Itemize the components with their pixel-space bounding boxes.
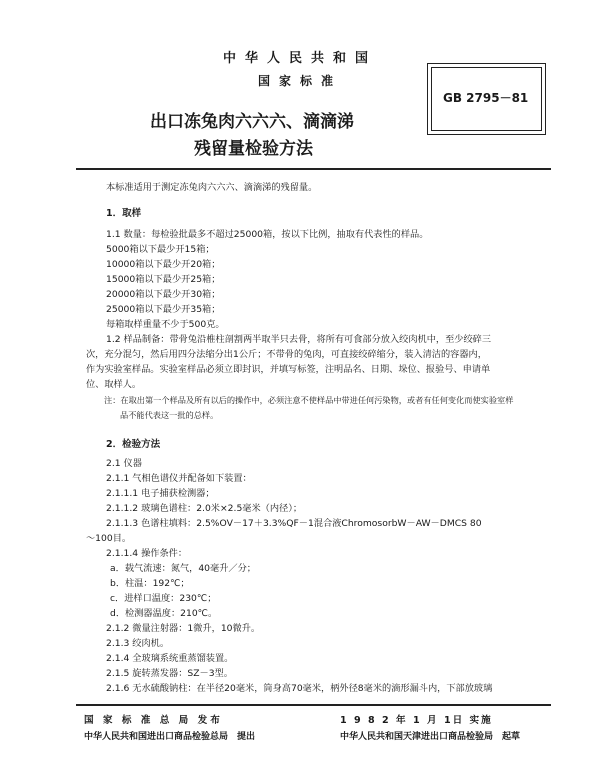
clause-2-1-6: 2.1.6 无水硫酸钠柱：在半径20毫米，筒身高70毫米，柄外径8毫米的滴形漏斗内，下部放玻璃 [106,683,493,694]
header-rule [76,168,551,170]
condition-d: d．检测器温度：210℃。 [110,608,218,619]
clause-2-1-1-3-line1: 2.1.1.3 色谱柱填料：2.5%OV－17＋3.3%QF－1混合液ChromosorbW－AW－DMCS 80 [106,518,482,529]
sampling-rate-25000: 25000箱以下最少开35箱； [106,304,221,315]
sampling-rate-10000: 10000箱以下最少开20箱； [106,259,221,270]
clause-1-2-line3: 作为实验室样品。实验室样品必须立即封识，并填写标签，注明品名、日期、垛位、报验号、申请单 [86,364,491,375]
clause-2-1-1-3-line2: ～100目。 [86,533,132,544]
clause-1-2-line2: 次，充分混匀，然后用四分法缩分出1公斤；不带骨的兔肉，可直接绞碎缩分，装入清洁的容器内， [86,349,487,360]
condition-a: a．载气流速：氮气，40毫升／分； [110,563,256,574]
clause-2-1-1-4: 2.1.1.4 操作条件： [106,548,188,559]
footer-drafter: 中华人民共和国天津进出口商品检验局 起草 [340,732,521,742]
clause-2-1-1-1: 2.1.1.1 电子捕获检测器； [106,488,215,499]
section-1-heading: 1．取样 [106,208,142,219]
sampling-rate-20000: 20000箱以下最少开30箱； [106,289,221,300]
clause-2-1: 2.1 仪器 [106,458,142,469]
clause-1-2-line1: 1.2 样品制备：带骨兔沿椎柱剖割两半取半只去骨，将所有可食部分放入绞肉机中，至少绞碎三 [106,334,492,345]
footer-effective-date: 1 9 8 2 年 1 月 1日 实施 [340,715,493,726]
condition-c: c．进样口温度：230℃； [110,593,217,604]
standard-code: GB 2795－81 [443,91,529,105]
clause-1-1: 1.1 数量：每检验批最多不超过25000箱，按以下比例，抽取有代表性的样品。 [106,229,429,240]
intro-text: 本标准适用于测定冻兔肉六六六、滴滴涕的残留量。 [106,182,318,193]
document-title-line2: 残留量检验方法 [194,139,313,159]
clause-2-1-3: 2.1.3 绞肉机。 [106,638,170,649]
note-line1: 注：在取出第一个样品及所有以后的操作中，必须注意不使样品中带进任何污染物，或者有任何变化而使实验室样 [104,395,514,405]
clause-2-1-4: 2.1.4 全玻璃系统重蒸馏装置。 [106,653,234,664]
footer-issuer: 国 家 标 准 总 局 发布 [84,715,223,726]
clause-2-1-1-2: 2.1.1.2 玻璃色谱柱：2.0米×2.5毫米（内径）； [106,503,303,514]
clause-2-1-5: 2.1.5 旋转蒸发器：SZ－3型。 [106,668,233,679]
note-line2: 品不能代表这一批的总样。 [120,410,219,420]
standard-type: 国家标准 [257,74,342,88]
condition-b: b．柱温：192℃； [110,578,190,589]
clause-2-1-1: 2.1.1 气相色谱仪并配备如下装置： [106,473,252,484]
section-2-heading: 2．检验方法 [106,439,161,450]
sampling-rate-5000: 5000箱以下最少开15箱； [106,244,215,255]
clause-2-1-2: 2.1.2 微量注射器：1微升，10微升。 [106,623,261,634]
footer-rule [76,704,551,706]
sample-weight: 每箱取样重量不少于500克。 [106,319,225,330]
document-title-line1: 出口冻兔肉六六六、滴滴涕 [150,112,354,132]
clause-1-2-line4: 位、取样人。 [86,379,142,390]
country-name: 中华人民共和国 [222,51,377,66]
footer-proposer: 中华人民共和国进出口商品检验总局 提出 [84,732,256,742]
sampling-rate-15000: 15000箱以下最少开25箱； [106,274,221,285]
